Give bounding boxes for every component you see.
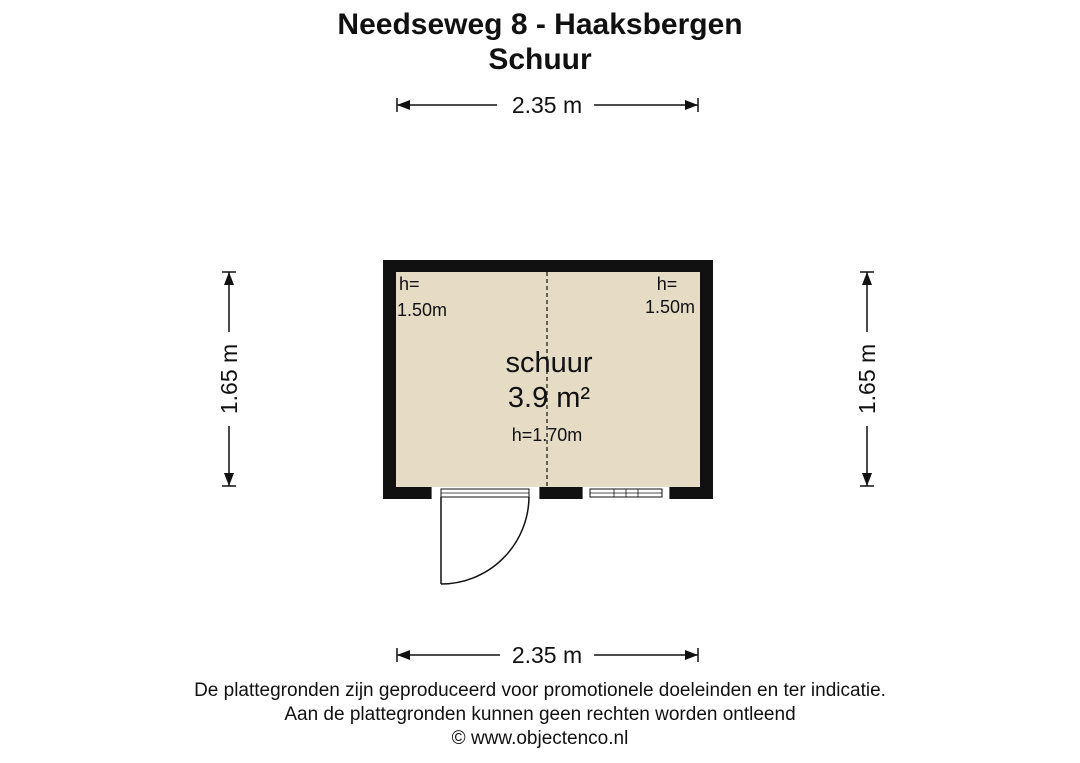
dimension-top-label: 2.35 m <box>511 92 583 118</box>
room-height-left-label: h= <box>399 274 420 294</box>
copyright-link[interactable]: © www.objectenco.nl <box>451 728 629 749</box>
room-name: schuur <box>505 347 593 379</box>
plan-title-floor: Schuur <box>488 43 592 76</box>
room-height-right-value: 1.50m <box>644 297 695 317</box>
room-height-center: h=1.70m <box>511 425 583 445</box>
dimension-bottom-label: 2.35 m <box>511 642 583 668</box>
dimension-top <box>397 92 698 118</box>
disclaimer-line-1: De plattegronden zijn geproduceerd voor promotionele doeleinden en ter indicatie. <box>194 680 886 701</box>
room-height-right-label: h= <box>656 274 678 294</box>
door-swing <box>441 497 529 584</box>
room-area: 3.9 m² <box>507 382 591 414</box>
dimension-right-label: 1.65 m <box>854 343 880 415</box>
disclaimer-line-2: Aan de plattegronden kunnen geen rechten worden ontleend <box>284 704 796 725</box>
dimension-right <box>854 272 880 486</box>
window <box>582 487 670 499</box>
dimension-bottom <box>397 642 698 668</box>
door-opening <box>431 487 540 499</box>
dimension-left <box>216 272 242 486</box>
room-height-left-value: 1.50m <box>397 300 448 320</box>
dimension-left-label: 1.65 m <box>216 343 242 415</box>
plan-title-address: Needseweg 8 - Haaksbergen <box>337 8 743 41</box>
